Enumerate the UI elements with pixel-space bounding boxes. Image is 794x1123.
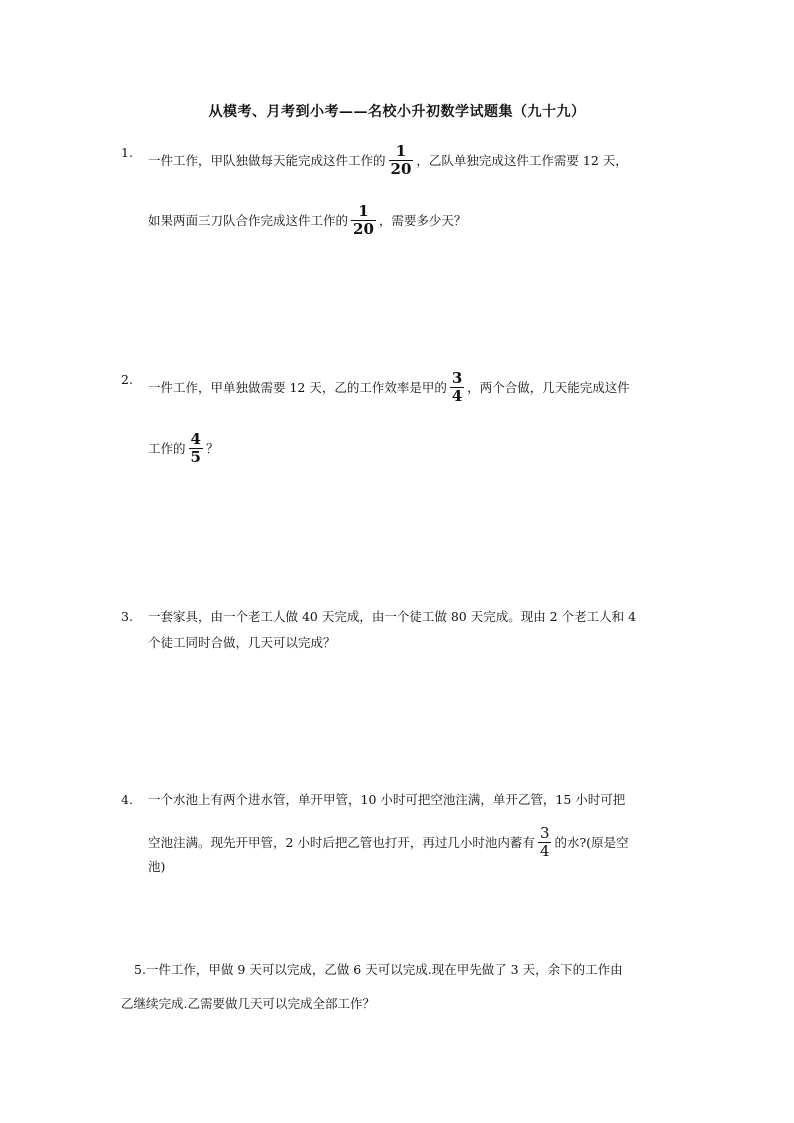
fraction-numerator: 4 [190, 430, 201, 448]
question-4-text-b: 的水?(原是空 [554, 835, 629, 850]
fraction-denominator: 4 [451, 387, 463, 405]
fraction-1-20 [389, 143, 414, 178]
fraction-3-4 [450, 370, 464, 405]
fraction-4-5 [189, 431, 203, 466]
fraction-numerator: 3 [451, 369, 463, 387]
page-title: 从模考、月考到小考——名校小升初数学试题集（九十九） [208, 104, 586, 120]
question-4-line-2 [148, 826, 629, 861]
fraction-numerator: 3 [539, 824, 550, 842]
question-1-text-a: 一件工作，甲队独做每天能完成这件工作的 [148, 153, 386, 168]
fraction-denominator: 20 [353, 220, 374, 238]
question-4-text-a: 空池注满。现先开甲管，2 小时后把乙管也打开，再过几小时池内蓄有 [148, 835, 535, 850]
question-1-text-c: 如果两面三刀队合作完成这件工作的 [148, 213, 349, 228]
question-2-text-d: ？ [205, 441, 219, 456]
fraction-denominator: 5 [190, 448, 201, 466]
question-2-number: 2. [121, 372, 133, 387]
question-5-line-2: 乙继续完成.乙需要做几天可以完成全部工作？ [121, 996, 375, 1011]
fraction-3-4 [538, 825, 552, 860]
question-1-text-d: ，需要多少天？ [378, 213, 467, 228]
question-1-line-2 [148, 204, 466, 239]
fraction-numerator: 1 [395, 142, 407, 160]
question-4-number: 4. [121, 792, 133, 807]
fraction-numerator: 1 [358, 202, 369, 220]
question-1-text-b: ，乙队单独完成这件工作需要 12 天， [416, 153, 628, 168]
question-5-line-1: 5.一件工作，甲做 9 天可以完成，乙做 6 天可以完成.现在甲先做了 3 天，余下的工作由 [134, 962, 623, 977]
question-2-text-a: 一件工作，甲单独做需要 12 天，乙的工作效率是甲的 [148, 380, 447, 395]
question-2-text-b: ，两个合做，几天能完成这件 [467, 380, 630, 395]
question-2-line-1 [148, 371, 630, 406]
question-4-line-1: 一个水池上有两个进水管，单开甲管，10 小时可把空池注满，单开乙管，15 小时可把 [148, 792, 626, 807]
question-1-number: 1. [121, 145, 133, 160]
question-3-line-2: 个徒工同时合做，几天可以完成？ [148, 635, 336, 650]
question-1-line-1 [148, 144, 628, 179]
question-2-text-c: 工作的 [148, 441, 186, 456]
question-3-number: 3. [121, 609, 133, 624]
question-2-line-2 [148, 432, 218, 467]
question-3-line-1: 一套家具，由一个老工人做 40 天完成，由一个徒工做 80 天完成。现由 2 个老工人和 4 [148, 609, 637, 624]
fraction-denominator: 4 [539, 842, 550, 860]
fraction-denominator: 20 [390, 160, 412, 178]
fraction-1-20 [351, 203, 376, 238]
question-4-line-3: 池) [148, 859, 166, 874]
